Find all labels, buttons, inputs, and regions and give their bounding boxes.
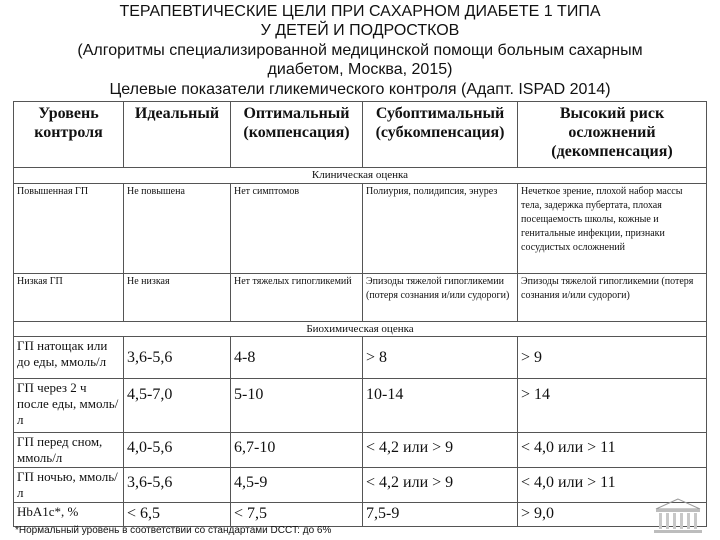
cell-suboptimal: Эпизоды тяжелой гипогликемии (потеря сознания и/или судороги) [363, 274, 518, 322]
column-header-line: (компенсация) [243, 124, 350, 141]
cell-high-risk: > 14 [518, 379, 707, 433]
cell-optimal: Нет тяжелых гипогликемий [231, 274, 363, 322]
table-row [14, 503, 707, 527]
cell-high-risk: < 4,0 или > 11 [518, 433, 707, 468]
cell-high-risk: < 4,0 или > 11 [518, 468, 707, 503]
cell-optimal: 6,7-10 [231, 433, 363, 468]
table-header-row [14, 102, 707, 168]
cell-suboptimal: < 4,2 или > 9 [363, 433, 518, 468]
cell-optimal: 4-8 [231, 337, 363, 379]
row-label: Повышенная ГП [14, 184, 124, 274]
row-label: ГП ночью, ммоль/л [14, 468, 124, 503]
column-header-optimal [231, 102, 363, 168]
table-row [14, 379, 707, 433]
cell-high-risk: > 9,0 [518, 503, 707, 527]
cell-ideal: 3,6-5,6 [124, 468, 231, 503]
section-row-clinical [14, 168, 707, 184]
title-line-2: У ДЕТЕЙ И ПОДРОСТКОВ [260, 22, 460, 39]
cell-high-risk: Эпизоды тяжелой гипогликемии (потеря сознания и/или судороги) [518, 274, 707, 322]
row-label: ГП натощак или до еды, ммоль/л [14, 337, 124, 379]
row-label: ГП через 2 ч после еды, ммоль/л [14, 379, 124, 433]
cell-optimal: 5-10 [231, 379, 363, 433]
row-label: Низкая ГП [14, 274, 124, 322]
row-label: HbA1c*, % [14, 503, 124, 527]
cell-high-risk: > 9 [518, 337, 707, 379]
cell-ideal: Не повышена [124, 184, 231, 274]
section-title-biochemical: Биохимическая оценка [14, 322, 707, 337]
cell-suboptimal: Полиурия, полидипсия, энурез [363, 184, 518, 274]
footnote: *Нормальный уровень в соответствии со стандартами DCCT: до 6% [15, 525, 332, 536]
column-header-line: контроля [34, 124, 103, 141]
column-header-line: осложнений [568, 124, 656, 141]
title-line-1: ТЕРАПЕВТИЧЕСКИЕ ЦЕЛИ ПРИ САХАРНОМ ДИАБЕТЕ 1 ТИПА [119, 3, 601, 20]
column-header-line: Уровень [38, 105, 99, 122]
table-row [14, 274, 707, 322]
cell-optimal: 4,5-9 [231, 468, 363, 503]
cell-ideal: 4,0-5,6 [124, 433, 231, 468]
column-header-line: (декомпенсация) [551, 143, 673, 160]
cell-suboptimal: > 8 [363, 337, 518, 379]
table-row [14, 184, 707, 274]
column-header-high-risk [518, 102, 707, 168]
column-header-line: Субоптимальный [375, 105, 505, 122]
table-caption: Целевые показатели гликемического контроля (Адапт. ISPAD 2014) [109, 81, 611, 98]
cell-optimal: < 7,5 [231, 503, 363, 527]
subtitle-line-1: (Алгоритмы специализированной медицинской помощи больным сахарным [77, 42, 643, 59]
cell-ideal: < 6,5 [124, 503, 231, 527]
cell-high-risk: Нечеткое зрение, плохой набор массы тела, задержка пубертата, плохая посещаемость школы, кожные и генитальные инфекции, признаки сосудистых осложнений [518, 184, 707, 274]
column-header-line: Высокий риск [559, 105, 665, 122]
cell-ideal: 3,6-5,6 [124, 337, 231, 379]
institution-building-icon [650, 497, 706, 537]
subtitle-line-2: диабетом, Москва, 2015) [267, 61, 453, 78]
column-header-line: Идеальный [134, 105, 220, 122]
glycemic-targets-table [13, 101, 707, 527]
table-row [14, 337, 707, 379]
section-title-clinical: Клиническая оценка [14, 168, 707, 184]
column-header-ideal [124, 102, 231, 168]
cell-ideal: 4,5-7,0 [124, 379, 231, 433]
table-row [14, 468, 707, 503]
cell-suboptimal: 10-14 [363, 379, 518, 433]
cell-suboptimal: < 4,2 или > 9 [363, 468, 518, 503]
section-row-biochemical [14, 322, 707, 337]
column-header-line: Оптимальный [243, 105, 350, 122]
cell-suboptimal: 7,5-9 [363, 503, 518, 527]
column-header-level [14, 102, 124, 168]
cell-optimal: Нет симптомов [231, 184, 363, 274]
table-row [14, 433, 707, 468]
column-header-line: (субкомпенсация) [375, 124, 505, 141]
column-header-suboptimal [363, 102, 518, 168]
cell-ideal: Не низкая [124, 274, 231, 322]
row-label: ГП перед сном, ммоль/л [14, 433, 124, 468]
